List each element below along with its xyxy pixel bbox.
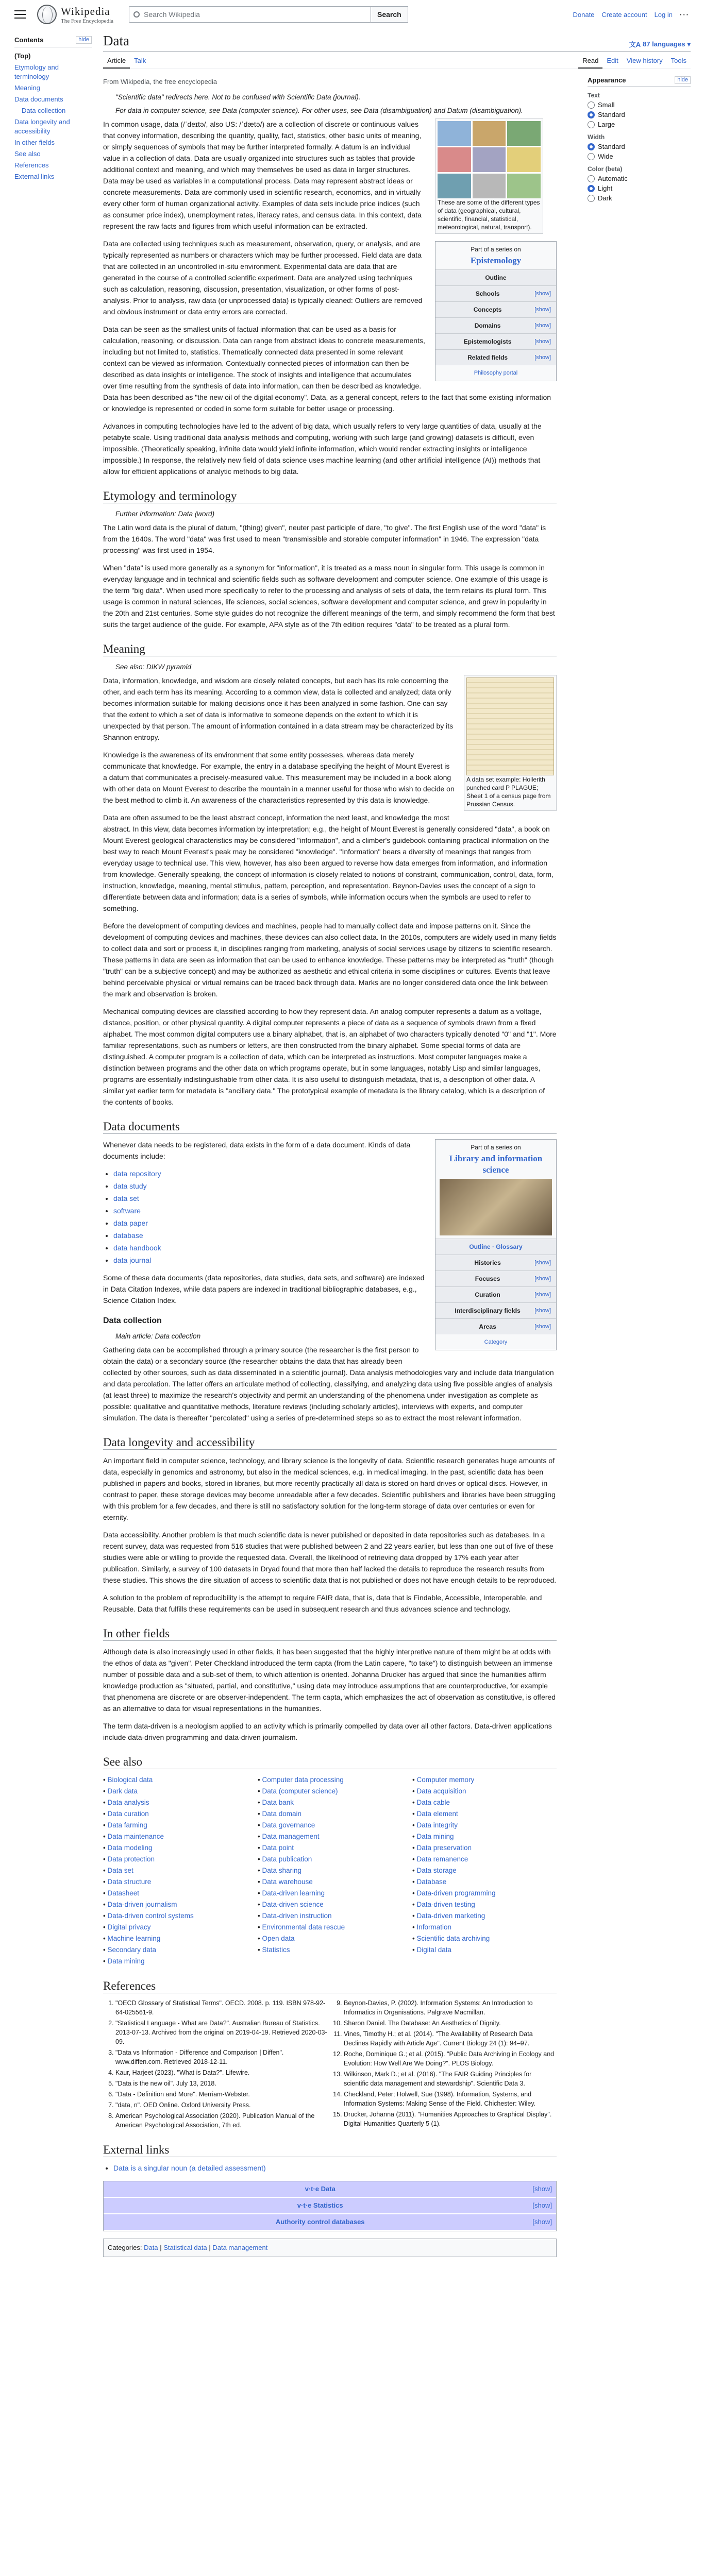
intro-floats	[435, 118, 557, 381]
heading-see-also: See also	[103, 1756, 557, 1769]
toc-list	[14, 52, 92, 181]
toc-item[interactable]: Data collection	[22, 107, 66, 114]
chevron-down-icon: [show]	[534, 291, 551, 297]
search-input[interactable]	[129, 6, 371, 23]
tab-talk[interactable]: Talk	[134, 57, 146, 64]
toc-hide-button[interactable]: hide	[76, 36, 92, 44]
see-also-link[interactable]: • Secondary data	[103, 1944, 247, 1956]
heading-data-documents: Data documents	[103, 1121, 557, 1134]
see-also-link[interactable]: • Statistics	[258, 1944, 402, 1956]
list-item: • database	[113, 1230, 557, 1241]
see-also-link[interactable]: • Data-driven control systems	[103, 1910, 247, 1922]
thumb-data-types	[435, 118, 543, 234]
epistemology-sidebox: Part of a series on Epistemology Outline Schools [show] Concepts [show] Domains [show] Epistemologists [show] Related fields [show] Philosophy portal	[435, 241, 557, 381]
external-links-list	[113, 2162, 557, 2174]
toc-item[interactable]: Data longevity and accessibility	[14, 118, 70, 135]
category-link[interactable]: Statistical data	[163, 2243, 207, 2251]
category-link[interactable]: Data	[144, 2243, 158, 2251]
tab-tools[interactable]: Tools	[671, 57, 686, 64]
width-standard-radio[interactable]: Standard	[588, 143, 691, 150]
data-types-image[interactable]	[438, 121, 541, 198]
appearance-hide-button[interactable]: hide	[675, 76, 691, 84]
see-also-link[interactable]: • Data mining	[103, 1956, 247, 1967]
see-also-link[interactable]: • Data storage	[412, 1865, 557, 1876]
see-also-link[interactable]: • Data-driven science	[258, 1899, 402, 1910]
toc-item[interactable]: (Top)	[14, 52, 31, 60]
reference-item: 10. Sharon Daniel. The Database: An Aesthetics of Dignity.	[344, 2019, 557, 2028]
chevron-down-icon: [show]	[534, 307, 551, 313]
see-also-link[interactable]: • Data governance	[258, 1820, 402, 1831]
color-dark-radio[interactable]: Dark	[588, 194, 691, 202]
globe-icon	[37, 5, 57, 24]
create-account-link[interactable]: Create account	[601, 10, 647, 19]
heading-etymology: Etymology and terminology	[103, 490, 557, 503]
see-also-link[interactable]: • Digital data	[412, 1944, 557, 1956]
library-image[interactable]	[440, 1179, 552, 1235]
chevron-down-icon: [show]	[534, 354, 551, 361]
see-also-link[interactable]: • Data-driven journalism	[103, 1899, 247, 1910]
reference-item: 9. Beynon-Davies, P. (2002). Information Systems: An Introduction to Informatics in Organisations. Palgrave Macmillan.	[344, 1998, 557, 2017]
see-also-link[interactable]: • Data-driven instruction	[258, 1910, 402, 1922]
see-also-link[interactable]: • Data integrity	[412, 1820, 557, 1831]
see-also-link[interactable]: • Data mining	[412, 1831, 557, 1842]
see-also-link[interactable]: • Data maintenance	[103, 1831, 247, 1842]
site-header	[0, 0, 704, 29]
see-also-link[interactable]: • Data bank	[258, 1797, 402, 1808]
external-link[interactable]: Data is a singular noun (a detailed assessment)	[113, 2163, 266, 2172]
list-item: • data handbook	[113, 1242, 557, 1253]
list-item: • data journal	[113, 1255, 557, 1266]
etymology-paragraph: The Latin word data is the plural of datum, "(thing) given", neuter past participle of dare, "to give". The first English use of the word "data" is from the 1640s. The word "data" was first used to mean "transmissible and storable computer information" in 1946. The expression "data processing" was first used in 1954.	[103, 523, 546, 554]
see-also-link[interactable]: • Data management	[258, 1831, 402, 1842]
thumb-punch-card: A data set example: Hollerith punched card P PLAGUE; Sheet 1 of a census page from Prussian Census.	[464, 675, 557, 811]
heading-references: References	[103, 1980, 557, 1993]
see-also-link[interactable]: • Data modeling	[103, 1842, 247, 1854]
see-also-list	[103, 1774, 557, 1967]
see-also-link[interactable]: • Database	[412, 1876, 557, 1888]
reference-item: 2. "Statistical Language - What are Data?". Australian Bureau of Statistics. 2013-07-13. Archived from the original on 2019-04-19. Retrieved 2020-03-09.	[115, 2019, 328, 2046]
see-also-link[interactable]: • Information	[412, 1922, 557, 1933]
tab-view-history[interactable]: View history	[626, 57, 663, 64]
main-content	[103, 33, 691, 2257]
toc-item[interactable]: Data documents	[14, 95, 63, 103]
tab-article[interactable]: Article	[103, 54, 130, 69]
references-list	[103, 1998, 557, 2131]
chevron-down-icon: ▾	[687, 40, 691, 48]
see-also-link[interactable]: • Data (computer science)	[258, 1786, 402, 1797]
page-title: Data	[103, 33, 129, 48]
see-also-link[interactable]: • Digital privacy	[103, 1922, 247, 1933]
toc-item[interactable]: See also	[14, 150, 41, 158]
reference-item: 3. "Data vs Information - Difference and Comparison | Diffen". www.diffen.com. Retrieved 2018-12-11.	[115, 2048, 328, 2066]
list-item: • software	[113, 1205, 557, 1216]
hatnote: For data in computer science, see Data (computer science). For other uses, see Data (disambiguation) and Datum (disambiguation).	[115, 107, 523, 114]
see-also-link[interactable]: • Data-driven learning	[258, 1888, 402, 1899]
toc-item[interactable]: External links	[14, 173, 55, 180]
wikipedia-logo[interactable]	[37, 5, 113, 24]
reference-item: 15. Drucker, Johanna (2011). "Humanities Approaches to Graphical Display". Digital Humanities Quarterly 5 (1).	[344, 2110, 557, 2128]
see-also-link[interactable]: • Data-driven programming	[412, 1888, 557, 1899]
chevron-down-icon: [show]	[534, 338, 551, 345]
toc-item[interactable]: In other fields	[14, 139, 55, 146]
search-placeholder: Search Wikipedia	[144, 10, 200, 19]
reference-item: 11. Vines, Timothy H.; et al. (2014). "The Availability of Research Data Declines Rapidly with Article Age". Current Biology 24 (1): 94–97.	[344, 2029, 557, 2048]
see-also-link[interactable]: • Data-driven testing	[412, 1899, 557, 1910]
meaning-paragraph: Data, information, knowledge, and wisdom are closely related concepts, but each has its role concerning the other, and each term has its meaning. According to a common view, data is collected and analyzed; data only becomes information suitable for making decisions once it has been analyzed in some fashion. One can say that the extent to which a set of data is informative to someone depends on the extent to which it is unexpected by that person. The amount of information contained in a data stream may be characterized by its Shannon entropy.	[103, 676, 454, 741]
reference-item: 5. "Data is the new oil". July 13, 2018.	[115, 2079, 328, 2088]
see-also-link[interactable]: • Data structure	[103, 1876, 247, 1888]
hatnote: "Scientific data" redirects here. Not to be confused with Scientific Data (journal).	[115, 93, 361, 101]
page-tabs	[103, 52, 691, 69]
see-also-link[interactable]: • Data preservation	[412, 1842, 557, 1854]
site-sub: From Wikipedia, the free encyclopedia	[103, 78, 217, 86]
see-also-link[interactable]: • Data farming	[103, 1820, 247, 1831]
reference-item: 14. Checkland, Peter; Holwell, Sue (1998). Information, Systems, and Information Systems: Making Sense of the Field. Chichester: Wiley.	[344, 2090, 557, 2108]
meaning-paragraph: Mechanical computing devices are classified according to how they represent data. An analog computer represents a datum as a voltage, distance, position, or other physical quantity. A digital computer represents a piece of data as a sequence of symbols drawn from a fixed alphabet. The most common digital computers use a binary alphabet, that is, an alphabet of two characters typically denoted "0" and "1". More familiar representations, such as numbers or letters, are then constructed from the binary alphabet. Some special forms of data are distinguished. A computer program is a collection of data, which can be interpreted as instructions. Most computer languages make a distinction between programs and the other data on which programs operate, but in some languages, notably Lisp and similar languages, programs are essentially indistinguishable from other data. It is also useful to distinguish metadata, that is, a description of other data. A similar yet earlier term for metadata is "ancillary data." The prototypical example of metadata is the library catalog, which is a description of the contents of books.	[103, 1007, 557, 1106]
reference-item: 8. American Psychological Association (2020). Publication Manual of the American Psychological Association, 7th ed.	[115, 2111, 328, 2130]
toc-header	[14, 36, 92, 47]
see-also-link[interactable]: • Scientific data archiving	[412, 1933, 557, 1944]
heading-external-links: External links	[103, 2144, 557, 2157]
color-light-radio[interactable]: Light	[588, 184, 691, 192]
text-large-radio[interactable]: Large	[588, 121, 691, 128]
see-also-link[interactable]: • Datasheet	[103, 1888, 247, 1899]
list-item: • data study	[113, 1180, 557, 1192]
intro-paragraph: Data are collected using techniques such as measurement, observation, query, or analysis, and are typically represented as numbers or characters which may be further processed. Field data are data that are collected in an uncontrolled in-situ environment. Experimental data are data that are generated in the course of a controlled scientific experiment. Data are analyzed using techniques such as calculation, reasoning, discussion, presentation, visualization, or other forms of post-analysis. Prior to analysis, raw data (or unprocessed data) is typically cleaned: Outliers are removed and obvious instrument or data entry errors are corrected.	[103, 240, 423, 316]
heading-other-fields: In other fields	[103, 1628, 557, 1641]
see-also-link[interactable]: • Data analysis	[103, 1797, 247, 1808]
intro-paragraph: In common usage, data (/ˈdeɪtə/, also US: /ˈdætə/) are a collection of discrete or continuous values that convey information, describing the quantity, quality, fact, statistics, other basic units of meaning, or simply sequences of symbols that may be further interpreted formally. A datum is an individual value in a collection of data. Data are usually organized into structures such as tables that provide additional context and meaning, and which may themselves be used as data in larger structures. Data may be used as variables in a computational process. Data may represent abstract ideas or concrete measurements. Data are commonly used in scientific research, economics, and in virtually every other form of human organizational activity. Examples of data sets include price indices (such as consumer price index), unemployment rates, literacy rates, and census data. In this context, data represent the raw facts and figures from which useful information can be extracted.	[103, 120, 422, 230]
heading-data-collection: Data collection	[103, 1316, 162, 1325]
see-also-link[interactable]: • Computer data processing	[258, 1774, 402, 1786]
search-button[interactable]: Search	[371, 6, 408, 23]
language-count: 87 languages	[643, 40, 685, 48]
see-also-link[interactable]: • Data set	[103, 1865, 247, 1876]
reference-item: 4. Kaur, Harjeet (2023). "What is Data?". Lifewire.	[115, 2068, 328, 2077]
reference-item: 1. "OECD Glossary of Statistical Terms". OECD. 2008. p. 119. ISBN 978-92-64-025561-9.	[115, 1998, 328, 2017]
see-also-link[interactable]: • Dark data	[103, 1786, 247, 1797]
language-button[interactable]	[629, 39, 691, 49]
text-standard-radio[interactable]: Standard	[588, 111, 691, 118]
category-links: Categories: Data | Statistical data | Data management	[103, 2239, 557, 2257]
punch-card-image[interactable]	[466, 677, 554, 775]
see-also-link[interactable]: • Data publication	[258, 1854, 402, 1865]
tab-edit[interactable]: Edit	[607, 57, 618, 64]
hamburger-menu-icon[interactable]	[14, 10, 26, 19]
toc-title: Contents	[14, 36, 44, 44]
title-row	[103, 33, 691, 52]
see-also-link[interactable]: • Environmental data rescue	[258, 1922, 402, 1933]
see-also-link[interactable]: • Biological data	[103, 1774, 247, 1786]
tagline: The Free Encyclopedia	[61, 18, 114, 24]
see-also-link[interactable]: • Data protection	[103, 1854, 247, 1865]
thumb-caption: These are some of the different types of data (geographical, cultural, scientific, financial, statistical, meteorological, natural, transport).	[438, 199, 540, 231]
see-also-link[interactable]: • Data warehouse	[258, 1876, 402, 1888]
sidebox-title[interactable]: Epistemology	[470, 256, 522, 265]
reference-item: 7. "data, n". OED Online. Oxford University Press.	[115, 2100, 328, 2110]
philosophy-portal-link[interactable]: Philosophy portal	[474, 370, 518, 376]
reference-item: 13. Wilkinson, Mark D.; et al. (2016). "The FAIR Guiding Principles for scientific data management and stewardship". Scientific Data 3.	[344, 2070, 557, 2088]
reference-item: 12. Roche, Dominique G.; et al. (2015). "Public Data Archiving in Ecology and Evolution: How Well Are We Doing?". PLOS Biology.	[344, 2049, 557, 2068]
heading-meaning: Meaning	[103, 643, 557, 656]
meaning-paragraph: Before the development of computing devices and machines, people had to manually collect data and impose patterns on it. Since the development of computing devices and machines, these devices can also collect data. In the 2010s, computers are widely used in many fields to collect data and sort or process it, in disciplines ranging from marketing, analysis of social services usage by citizens to scientific research. These patterns in data are seen as information that can be used to enhance knowledge. These patterns may be interpreted as "truth" (though "truth" can be a subjective concept) and may be authorized as aesthetic and ethical criteria in some disciplines or cultures. Events that leave behind perceivable physical or virtual remains can be traced back through data. Marks are no longer considered data once the link between the mark and observation is broken.	[103, 922, 557, 998]
see-also-link[interactable]: • Data sharing	[258, 1865, 402, 1876]
category-link[interactable]: Data management	[212, 2243, 268, 2251]
search-icon	[133, 11, 140, 18]
meaning-paragraph: Knowledge is the awareness of its environment that some entity possesses, whereas data merely communicate that knowledge. For example, the entry in a database specifying the height of Mount Everest is a datum that communicates a precisely-measured value. This measurement may be included in a book along with other data on Mount Everest to describe the mountain in a manner useful for those who wish to decide on the best method to climb it. An awareness of the characteristics represented by this data is knowledge.	[103, 751, 455, 804]
intro-paragraph: Advances in computing technologies have led to the advent of big data, which usually refers to very large quantities of data, usually at the petabyte scale. Using traditional data analysis methods and computing, working with such large (and growing) datasets is difficult, even impossible. (Theoretically speaking, infinite data would yield infinite information, which would render extracting insights or intelligence impossible.) In response, the relatively new field of data science uses machine learning (and other artificial intelligence (AI)) methods that allow for efficient applications of analytic methods to big data.	[103, 422, 542, 476]
content-area	[103, 74, 691, 2257]
donate-link[interactable]: Donate	[573, 10, 595, 19]
toc-item[interactable]: Etymology and terminology	[14, 63, 59, 80]
see-also-link[interactable]: • Computer memory	[412, 1774, 557, 1786]
article-body: From Wikipedia, the free encyclopedia "Scientific data" redirects here. Not to be confused with Scientific Data (journal). For data in computer science, see Data (computer science). For other uses, see Data (disambiguation) and Datum (disambiguation). These are some of the different types of data (geographical, cultural, scientific, financial, statistical, meteorological, natural, transport). Part of a series on Epistemology Outline Schools [show] Concepts [show] Domains [show] Epistemologists [show] Related fields [show] Philosophy portal In common usage, data (/ˈdeɪtə/, also US: /ˈdætə/) are a collection of discrete or continuous values that convey information, describing the quantity, quality, fact, statistics, other basic units of meaning, or simply sequences of symbols that may be further interpreted formally. A datum is an individual value in a collection of data. Data are usually organized into structures such as tables that provide additional context and meaning, and which may themselves be used as data in larger structures. Data may be used as variables in a computational process. Data may represent abstract ideas or concrete measurements. Data are commonly used in scientific research, economics, and in virtually every other form of human organizational activity. Examples of data sets include price indices (such as consumer price index), unemployment rates, literacy rates, and census data. In this context, data represent the raw facts and figures from which useful information can be extracted. Data are collected using techniques such as measurement, observation, query, or analysis, and are typically represented as numbers or characters which may be further processed. Field data are data that are collected in an uncontrolled in-situ environment. Experimental data are data that are generated in the course of a controlled scientific experiment. Data are analyzed using techniques such as calculation, reasoning, discussion, presentation, visualization, or other forms of post-analysis. Prior to analysis, raw data (or unprocessed data) is typically cleaned: Outliers are removed and obvious instrument or data entry errors are corrected. Data can be seen as the smallest units of factual information that can be used as a basis for calculation, reasoning, or discussion. Data can range from abstract ideas to concrete measurements, including but not limited to, statistics. Thematically connected data presented in some relevant context can be viewed as information. Contextually connected pieces of information can then be described as data insights or intelligence. The stock of insights and intelligence that accumulates over time resulting from the synthesis of data into information, can then be described as knowledge. Data has been described as "the new oil of the digital economy". Data, as a general concept, refers to the fact that some existing information or knowledge is represented or coded in some form suitable for better usage or processing. Advances in computing technologies have led to the advent of big data, which usually refers to very large quantities of data, usually at the petabyte scale. Using traditional data analysis methods and computing, working with such large (and growing) datasets is difficult, even impossible. (Theoretically speaking, infinite data would yield infinite information, which would render extracting insights or intelligence impossible.) In response, the relatively new field of data science uses machine learning (and other artificial intelligence (AI)) methods that allow for efficient applications of analytic methods to big data. Etymology and terminology Further information: Data (word) The Latin word data is the plural of datum, "(thing) given", neuter past participle of dare, "to give". The first English use of the word "data" is from the 1640s. The word "data" was first used to mean "transmissible and storable computer information" in 1946. The expression "data processing" was first used in 1954. When "data" is used more generally as a synonym for "information", it is treated as a mass noun in singular form. This usage is common in everyday language and in technical and scientific fields such as software development and computer science. One example of this usage is the term "big data". When used more specifically to refer to the processing and analysis of sets of data, the term retains its plural form. This usage is common in natural sciences, life sciences, social sciences, software development and computer science, and grew in popularity in the 20th and 21st centuries. Some style guides do not recognize the different meanings of the term, and simply recommend the form that best suits the target audience of the guide. For example, APA style as of the 7th edition requires "data" to be treated as a plural form. Meaning See also: DIKW pyramid A data set example: Hollerith punched card P PLAGUE; Sheet 1 of a census page from Prussian Census. Data, information, knowledge, and wisdom are closely related concepts, but each has its role concerning the other, and each term has its meaning. According to a common view, data is collected and analyzed; data only becomes information suitable for making decisions once it has been analyzed in some fashion. One can say that the extent to which a set of data is informative to someone depends on the extent to which it is unexpected by that person. The amount of information contained in a data stream may be characterized by its Shannon entropy. Knowledge is the awareness of its environment that some entity possesses, whereas data merely communicate that knowledge. For example, the entry in a database specifying the height of Mount Everest is a datum that communicates a precisely-measured value. This measurement may be included in a book along with other data on Mount Everest to describe the mountain in a manner useful for those who wish to decide on the best method to climb it. An awareness of the characteristics represented by this data is knowledge. Data are often assumed to be the least abstract concept, information the next least, and knowledge the most abstract. In this view, data becomes information by interpretation; e.g., the height of Mount Everest is generally considered "data", a book on Mount Everest geological characteristics may be considered "information", and a climber's guidebook containing practical information on the best way to reach Mount Everest's peak may be considered "knowledge". "Information" bears a diversity of meanings that ranges from everyday usage to technical use. This view, however, has also been argued to reverse how data emerges from information, and information from knowledge. Generally speaking, the concept of information is closely related to notions of constraint, communication, control, data, form, instruction, knowledge, meaning, mental stimulus, pattern, perception, and representation. Beynon-Davies uses the concept of a sign to differentiate between data and information; data is a series of symbols, while information occurs when the symbols are used to refer to something. Before the development of computing devices and machines, people had to manually collect data and impose patterns on it. Since the development of computing devices and machines, these devices can also collect data. In the 2010s, computers are widely used in many fields to collect data and sort or process it, in disciplines ranging from marketing, analysis of social services usage by citizens to scientific research. These patterns in data are seen as information that can be used to enhance knowledge. These patterns may be interpreted as "truth" (though "truth" can be a subjective concept) and may be authorized as aesthetic and ethical criteria in some disciplines or cultures. Events that leave behind perceivable physical or virtual remains can be traced back through data. Marks are no longer considered data once the link between the mark and observation is broken. Mechanical computing devices are classified according to how they represent data. An analog computer represents a datum as a voltage, distance, position, or other physical quantity. A digital computer represents a piece of data as a sequence of symbols drawn from a fixed alphabet. The most common digital computers use a binary alphabet, that is, an alphabet of two characters typically denoted "0" and "1". More familiar representations, such as numbers or letters, are then constructed from the binary alphabet. Some special forms of data are distinguished. A computer program is a collection of data, which can be interpreted as instructions. Most computer languages make a distinction between programs and the other data on which programs operate, but in some languages, notably Lisp and similar languages, programs are essentially indistinguishable from other data. It is also useful to distinguish metadata, that is, a description of other data. A similar yet earlier term for metadata is "ancillary data." The prototypical example of metadata is the library catalog, which is a description of the contents of books. Data documents Part of a series on Library and information science Outline · Glossary Histories [show] Focuses [show] Curation [show] Interdisciplinary fields [show] Areas [show] Category Whenever data needs to be registered, data exists in the form of a data document. Kinds of data documents include: • data repository • data study • data set • software • data paper • database • data handbook • data journal Some of these data documents (data repositories, data studies, data sets, and software) are indexed in Data Citation Indexes, while data papers are indexed in traditional bibliographic databases, e.g., Science Citation Index. Data collection Main article: Data collection Gathering data can be accomplished through a primary source (the researcher is the first person to obtain the data) or a secondary source (the researcher obtains the data that has already been collected by other sources, such as data disseminated in a scientific journal). Data analysis methodologies vary and include data triangulation and data percolation. The latter offers an articulate method of collecting, classifying, and analyzing data using five possible angles of analysis (at least three) to maximize the research's objectivity and permit an understanding of the phenomena under investigation as complete as possible: qualitative and quantitative methods, literature reviews (including scholarly articles), interviews with experts, and computer simulation. The data is thereafter "percolated" using a series of pre-determined steps so as to extract the most relevant information. Data longevity and accessibility An important field in computer science, technology, and library science is the longevity of data. Scientific research generates huge amounts of data, especially in genomics and astronomy, but also in the medical sciences, e.g. in medical imaging. In the past, scientific data has been published in papers and books, stored in libraries, but more recently practically all data is stored on hard drives or optical discs. However, in contrast to paper, these storage devices may become unreadable after a few decades. Scientific publishers and libraries have been struggling with this problem for a few decades, and there is still no satisfactory solution for the long-term storage of data over centuries or even for eternity. Data accessibility. Another problem is that much scientific data is never published or deposited in data repositories such as databases. In a recent survey, data was requested from 516 studies that were published between 2 and 22 years earlier, but less than one out of five of these studies were able or willing to provide the requested data. Overall, the likelihood of retrieving data dropped by 17% each year after publication. Similarly, a survey of 100 datasets in Dryad found that more than half lacked the details to reproduce the research results from these studies. This shows the dire situation of access to scientific data that is not published or does not have enough details to be reproduced. A solution to the problem of reproducibility is the attempt to require FAIR data, that is, data that is Findable, Accessible, Interoperable, and Reusable. Data that fulfills these requirements can be used in subsequent research and thus advances science and technology. In other fields Although data is also increasingly used in other fields, it has been suggested that the highly interpretive nature of them might be at odds with the ethos of data as "given". Peter Checkland introduced the term capta (from the Latin capere, "to take") to distinguish between an immense number of possible data and a sub-set of them, to which attention is oriented. Johanna Drucker has argued that since the humanities affirm knowledge production as "situated, partial, and constitutive," using data may introduce assumptions that are counterproductive, for example that phenomena are discrete or are observer-independent. The term capta, which emphasizes the act of observation as constitutive, is offered as an alternative to data for visual representations in the humanities. The term data-driven is a neologism applied to an activity which is primarily compelled by data over all other factors. Data-driven applications include data-driven programming and data-driven journalism. See also • Biological data • Computer data processing • Computer memory • Dark data • Data (computer science) • Data acquisition • Data analysis • Data bank • Data cable • Data curation • Data domain • Data element • Data farming • Data governance • Data integrity • Data maintenance • Data management • Data mining • Data modeling • Data point • Data preservation • Data protection • Data publication • Data remanence • Data set • Data sharing • Data storage • Data structure • Data warehouse • Database • Datasheet • Data-driven learning • Data-driven programming • Data-driven journalism • Data-driven science • Data-driven testing • Data-driven control systems • Data-driven instruction • Data-driven marketing • Digital privacy • Environmental data rescue • Information • Machine learning • Open data • Scientific data archiving • Secondary data • Statistics • Digital data • Data mining References 1. "OECD Glossary of Statistical Terms". OECD. 2008. p. 119. ISBN 978-92-64-025561-9. 2. "Statistical Language - What are Data?". Australian Bureau of Statistics. 2013-07-13. Archived from the original on 2019-04-19. Retrieved 2020-03-09. 3. "Data vs Information - Difference and Comparison | Diffen". www.diffen.com. Retrieved 2018-12-11. 4. Kaur, Harjeet (2023). "What is Data?". Lifewire. 5. "Data is the new oil". July 13, 2018. 6. "Data - Definition and More". Merriam-Webster. 7. "data, n". OED Online. Oxford University Press. 8. American Psychological Association (2020). Publication Manual of the American Psychological Association, 7th ed. 9. Beynon-Davies, P. (2002). Information Systems: An Introduction to Informatics in Organisations. Palgrave Macmillan. 10. Sharon Daniel. The Database: An Aesthetics of Dignity. 11. Vines, Timothy H.; et al. (2014). "The Availability of Research Data Declines Rapidly with Article Age". Current Biology 24 (1): 94–97. 12. Roche, Dominique G.; et al. (2015). "Public Data Archiving in Ecology and Evolution: How Well Are We Doing?". PLOS Biology. 13. Wilkinson, Mark D.; et al. (2016). "The FAIR Guiding Principles for scientific data management and stewardship". Scientific Data 3. 14. Checkland, Peter; Holwell, Sue (1998). Information, Systems, and Information Systems: Making Sense of the Field. Chichester: Wiley. 15. Drucker, Johanna (2011). "Humanities Approaches to Graphical Display". Digital Humanities Quarterly 5 (1). External links • Data is a singular noun (a detailed assessment) v·t·e Data [show] v·t·e Statistics [show] Authority control databases [show] Categories: Data | Statistical data | Data management	[103, 74, 557, 2257]
width-wide-radio[interactable]: Wide	[588, 152, 691, 160]
see-also-link[interactable]: • Data cable	[412, 1797, 557, 1808]
toc-item[interactable]: References	[14, 161, 49, 169]
more-options-icon[interactable]: ···	[680, 10, 690, 19]
see-also-link[interactable]: • Data remanence	[412, 1854, 557, 1865]
user-links	[573, 11, 690, 19]
see-also-link[interactable]: • Data curation	[103, 1808, 247, 1820]
list-item: • data paper	[113, 1217, 557, 1229]
translate-icon: 文A	[629, 41, 641, 48]
see-also-link[interactable]: • Data point	[258, 1842, 402, 1854]
see-also-link[interactable]: • Data acquisition	[412, 1786, 557, 1797]
toc-item[interactable]: Meaning	[14, 84, 40, 92]
see-also-link[interactable]: • Data element	[412, 1808, 557, 1820]
reference-item: 6. "Data - Definition and More". Merriam-Webster.	[115, 2090, 328, 2099]
tab-read[interactable]: Read	[578, 54, 602, 69]
chevron-down-icon: [show]	[534, 323, 551, 329]
heading-longevity: Data longevity and accessibility	[103, 1437, 557, 1450]
navbox: v·t·e Data [show] v·t·e Statistics [show] Authority control databases [show]	[103, 2181, 557, 2231]
etymology-paragraph: When "data" is used more generally as a synonym for "information", it is treated as a mass noun in singular form. This usage is common in everyday language and in technical and scientific fields such as software development and computer science. One example of this usage is the term "big data". When used more specifically to refer to the processing and analysis of sets of data, the term retains its plural form. This usage is common in natural sciences, life sciences, social sciences, software development and computer science, and grew in popularity in the 20th and 21st centuries. Some style guides do not recognize the different meanings of the term, and simply recommend the form that best suits the target audience of the guide. For example, APA style as of the 7th edition requires "data" to be treated as a plural form.	[103, 564, 555, 629]
see-also-link[interactable]: • Machine learning	[103, 1933, 247, 1944]
toc-sidebar	[14, 36, 92, 183]
login-link[interactable]: Log in	[654, 10, 673, 19]
see-also-link[interactable]: • Data domain	[258, 1808, 402, 1820]
see-also-link[interactable]: • Data-driven marketing	[412, 1910, 557, 1922]
list-item: • data set	[113, 1193, 557, 1204]
wordmark: Wikipedia	[61, 5, 110, 18]
appearance-panel: Appearance hide Text Small Standard Large Width Standard Wide Color (beta) Automatic Light Dark	[588, 74, 691, 2257]
color-automatic-radio[interactable]: Automatic	[588, 175, 691, 182]
meaning-paragraph: Data are often assumed to be the least abstract concept, information the next least, and knowledge the most abstract. In this view, data becomes information by interpretation; e.g., the height of Mount Everest is generally considered "data", a book on Mount Everest geological characteristics may be considered "information", and a climber's guidebook containing practical information on the best way to reach Mount Everest's peak may be considered "knowledge". "Information" bears a diversity of meanings that ranges from everyday usage to technical use. This view, however, has also been argued to reverse how data emerges from information, and information from knowledge. Generally speaking, the concept of information is closely related to notions of constraint, communication, control, data, form, instruction, knowledge, meaning, mental stimulus, pattern, perception, and representation. Beynon-Davies uses the concept of a sign to differentiate between data and information; data is a series of symbols, while information occurs when the symbols are used to refer to something.	[103, 814, 554, 912]
intro-paragraph: Data can be seen as the smallest units of factual information that can be used as a basis for calculation, reasoning, or discussion. Data can range from abstract ideas to concrete measurements, including but not limited to, statistics. Thematically connected data presented in some relevant context can be viewed as information. Contextually connected pieces of information can then be described as data insights or intelligence. The stock of insights and intelligence that accumulates over time resulting from the synthesis of data into information, can then be described as knowledge. Data has been described as "the new oil of the digital economy". Data, as a general concept, refers to the fact that some existing information or knowledge is represented or coded in some form suitable for better usage or processing.	[103, 325, 551, 413]
see-also-link[interactable]: • Open data	[258, 1933, 402, 1944]
list-item: • data repository	[113, 1168, 557, 1179]
library-sidebox: Part of a series on Library and information science Outline · Glossary Histories [show] Focuses [show] Curation [show] Interdisciplinary fields [show] Areas [show] Category	[435, 1139, 557, 1350]
text-small-radio[interactable]: Small	[588, 101, 691, 109]
